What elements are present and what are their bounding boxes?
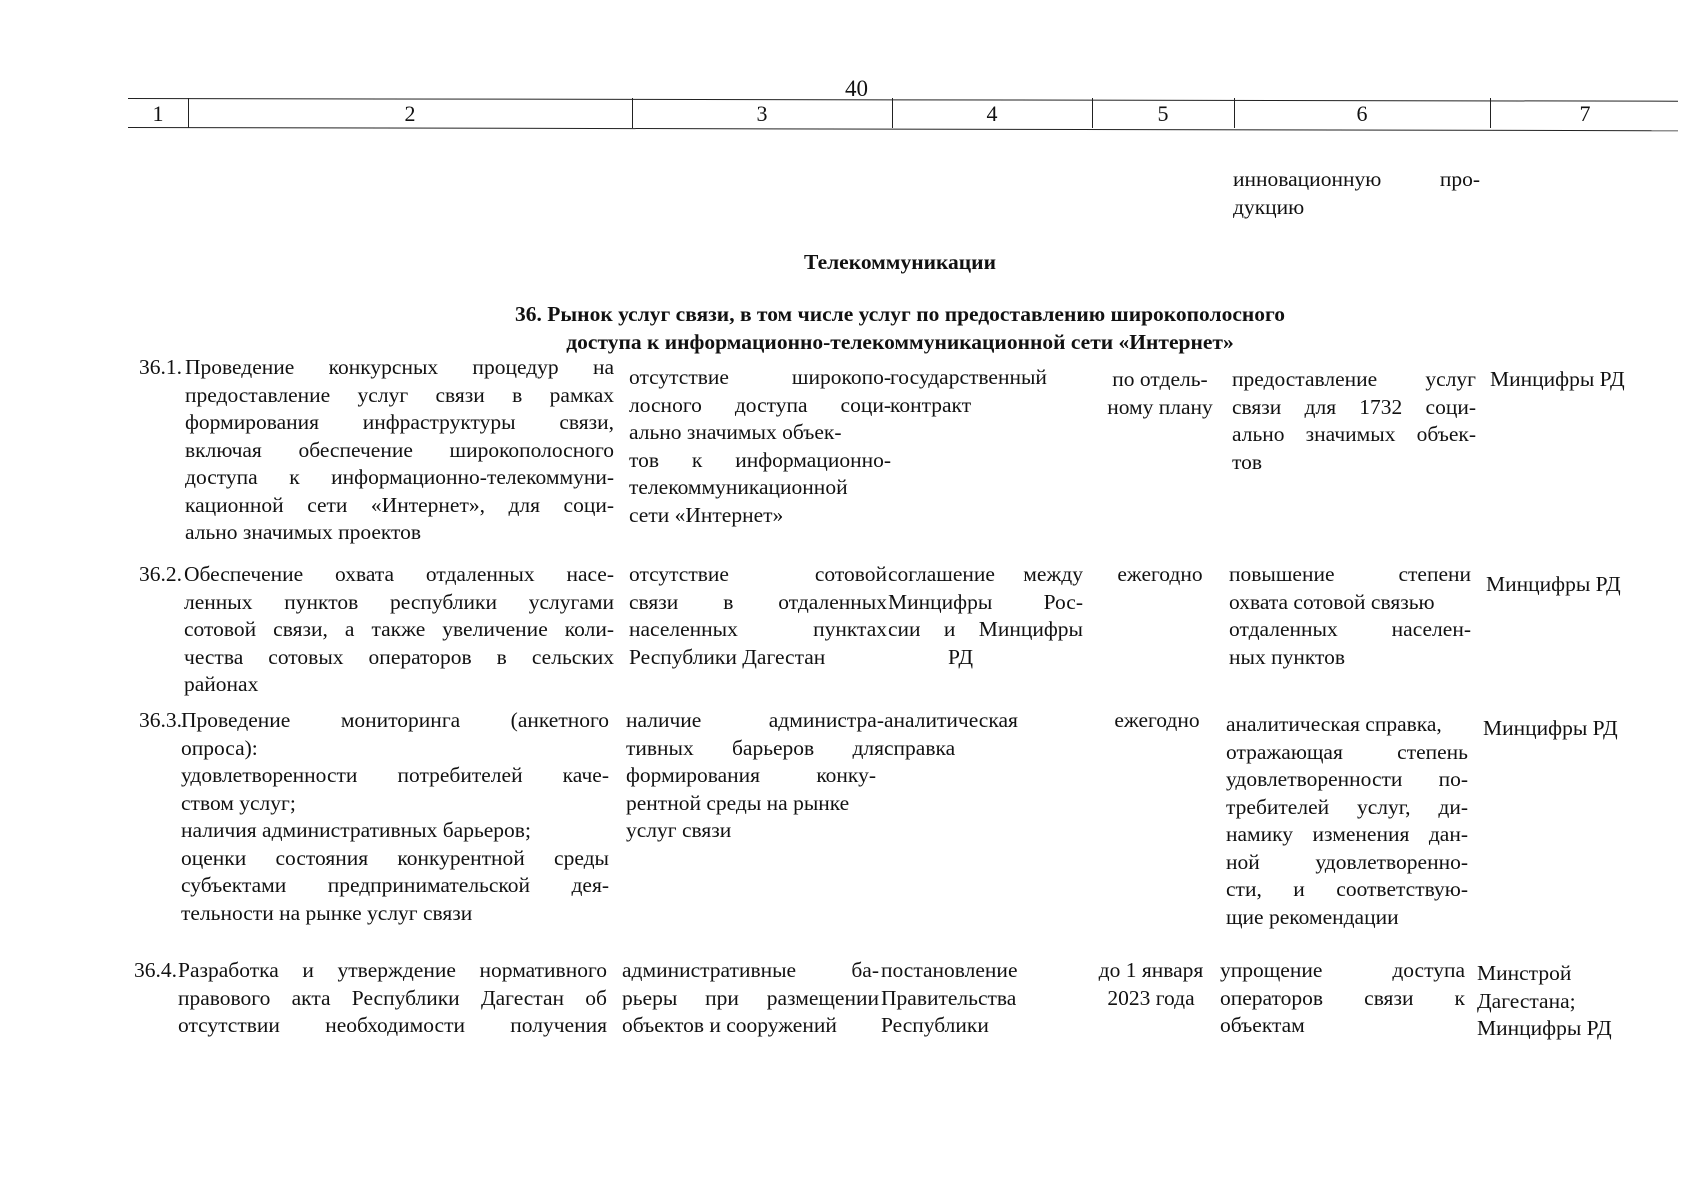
- section-title: Телекоммуникации: [804, 250, 996, 274]
- header-col-2: 2: [404, 101, 416, 126]
- row-number: 36.4.: [134, 958, 177, 982]
- text-line: доступа к информационно-телекоммуни-: [185, 465, 614, 489]
- text-line: Правительства: [881, 985, 1017, 1010]
- text-line: Проведение мониторинга (анкетного: [181, 708, 609, 732]
- text-line: отсутствие широкопо-: [629, 365, 891, 389]
- text-line: субъектами предпринимательской дея-: [181, 873, 609, 897]
- text-line: лосного доступа соци-: [629, 392, 891, 417]
- row-result: [1220, 957, 1465, 1040]
- text-line: ально значимых проектов: [185, 520, 422, 544]
- text-line: сти, и соответствую-: [1226, 877, 1468, 901]
- row-responsible: Минстрой Дагестана; Минцифры РД: [1477, 961, 1612, 1040]
- text-line: рентной среды на рынке: [626, 790, 850, 815]
- text-line: тивных барьеров для: [626, 735, 884, 760]
- header-col-7: 7: [1579, 101, 1591, 126]
- text-line: телекоммуникационной: [629, 475, 848, 499]
- text-line: связи для 1732 соци-: [1232, 394, 1476, 419]
- text-line: отсутствии необходимости получения: [178, 1013, 607, 1037]
- row-measure: [178, 957, 607, 1040]
- text-line: тов к информационно-: [629, 447, 891, 472]
- page-number: 40: [845, 76, 868, 101]
- subsection-title: 36. Рынок услуг связи, в том числе услуг по предоставлению широкополосного доступа к информационно-телекоммуникационной сети «Интернет»: [515, 302, 1285, 354]
- text-line: справка: [884, 735, 956, 760]
- text-line: опроса):: [181, 735, 258, 760]
- text-line: РД: [948, 644, 974, 669]
- text-line: наличия административных барьеров;: [181, 818, 531, 842]
- text-line: постановление: [881, 958, 1018, 982]
- text-line: контракт: [890, 392, 972, 417]
- text-line: соглашение между: [888, 562, 1083, 586]
- row-document: [881, 957, 1071, 1040]
- header-col-5: 5: [1157, 101, 1169, 126]
- header-col-3: 3: [756, 101, 768, 126]
- row-responsible: Минцифры РД: [1486, 572, 1621, 596]
- row-measure: [181, 707, 609, 927]
- text-line: услуг связи: [626, 818, 732, 842]
- row-problem: [629, 561, 887, 671]
- row-problem: [629, 364, 891, 529]
- text-line: сотовой связи, а также увеличение коли-: [184, 617, 614, 641]
- text-line: связи в отдаленных: [629, 589, 887, 614]
- row-document: [884, 707, 1074, 762]
- text-line: ально значимых объек-: [629, 420, 842, 444]
- text-line: предоставление услуг связи в рамках: [185, 382, 614, 407]
- text-line: упрощение доступа: [1220, 958, 1465, 982]
- carryover-col6: [1233, 166, 1480, 221]
- row-document: [890, 364, 1080, 419]
- text-line: намику изменения дан-: [1226, 822, 1468, 846]
- text-line: ленных пунктов республики услугами: [184, 589, 614, 614]
- text-line: административные ба-: [622, 958, 879, 982]
- text-line: удовлетворенности по-: [1226, 767, 1468, 791]
- text-line: тов: [1232, 449, 1263, 474]
- text-line: тельности на рынке услуг связи: [181, 900, 473, 925]
- row-problem: [626, 707, 884, 845]
- row-deadline: по отдель- ному плану: [1107, 367, 1213, 419]
- row-result: [1226, 711, 1468, 931]
- text-line: отдаленных населен-: [1229, 617, 1471, 641]
- row-deadline: до 1 января 2023 года: [1098, 958, 1204, 1010]
- text-line: Минцифры Рос-: [888, 589, 1083, 614]
- text-line: Проведение конкурсных процедур на: [185, 355, 614, 379]
- text-line: щие рекомендации: [1226, 904, 1399, 929]
- text-line: Обеспечение охвата отдаленных насе-: [184, 562, 614, 586]
- row-deadline: ежегодно: [1114, 708, 1200, 732]
- row-measure: [185, 354, 614, 547]
- text-line: включая обеспечение широкополосного: [185, 437, 614, 462]
- text-line: кационной сети «Интернет», для соци-: [185, 492, 614, 517]
- text-line: ной удовлетворенно-: [1226, 849, 1468, 874]
- text-line: аналитическая: [884, 708, 1018, 732]
- text-line: сии и Минцифры: [888, 617, 1083, 641]
- row-number: 36.2.: [139, 562, 182, 586]
- text-line: требителей услуг, ди-: [1226, 794, 1468, 819]
- header-bottom-rule: [128, 127, 1678, 131]
- text-line: формирования инфраструктуры связи,: [185, 410, 614, 434]
- row-number: 36.1.: [139, 355, 182, 379]
- text-line: предоставление услуг: [1232, 367, 1476, 391]
- text-line: ных пунктов: [1229, 644, 1346, 669]
- text-line: Республики Дагестан: [629, 644, 826, 669]
- text-line: населенных пунктах: [629, 617, 887, 641]
- header-col-1: 1: [152, 101, 164, 126]
- row-problem: [622, 957, 879, 1040]
- header-col-4: 4: [986, 101, 998, 126]
- row-number: 36.3.: [139, 708, 182, 732]
- row-result: [1232, 366, 1476, 476]
- row-document: [888, 561, 1083, 671]
- text-line: правового акта Республики Дагестан об: [178, 985, 607, 1010]
- text-line: оценки состояния конкурентной среды: [181, 845, 609, 870]
- text-line: сети «Интернет»: [629, 502, 784, 527]
- text-line: формирования конку-: [626, 763, 876, 787]
- row-deadline: ежегодно: [1117, 562, 1203, 586]
- row-measure: [184, 561, 614, 699]
- text-line: Республики: [881, 1013, 989, 1037]
- text-line: дукцию: [1233, 194, 1305, 219]
- header-col-6: 6: [1356, 101, 1368, 126]
- text-line: повышение степени: [1229, 562, 1471, 586]
- text-line: районах: [184, 672, 259, 696]
- text-line: инновационную про-: [1233, 167, 1480, 191]
- text-line: ально значимых объек-: [1232, 422, 1476, 446]
- text-line: ством услуг;: [181, 790, 296, 815]
- text-line: операторов связи к: [1220, 985, 1465, 1010]
- text-line: охвата сотовой связью: [1229, 589, 1435, 614]
- text-line: отражающая степень: [1226, 739, 1468, 764]
- text-line: чества сотовых операторов в сельских: [184, 644, 614, 669]
- text-line: Разработка и утверждение нормативного: [178, 958, 607, 982]
- text-line: наличие администра-: [626, 708, 884, 732]
- text-line: объектов и сооружений: [622, 1013, 837, 1037]
- row-responsible: Минцифры РД: [1490, 367, 1625, 391]
- text-line: объектам: [1220, 1013, 1305, 1037]
- text-line: удовлетворенности потребителей каче-: [181, 763, 609, 787]
- text-line: рьеры при размещении: [622, 985, 879, 1010]
- row-result: [1229, 561, 1471, 671]
- row-responsible: Минцифры РД: [1483, 716, 1618, 740]
- text-line: аналитическая справка,: [1226, 712, 1442, 736]
- text-line: государственный: [890, 365, 1047, 389]
- text-line: отсутствие сотовой: [629, 562, 887, 586]
